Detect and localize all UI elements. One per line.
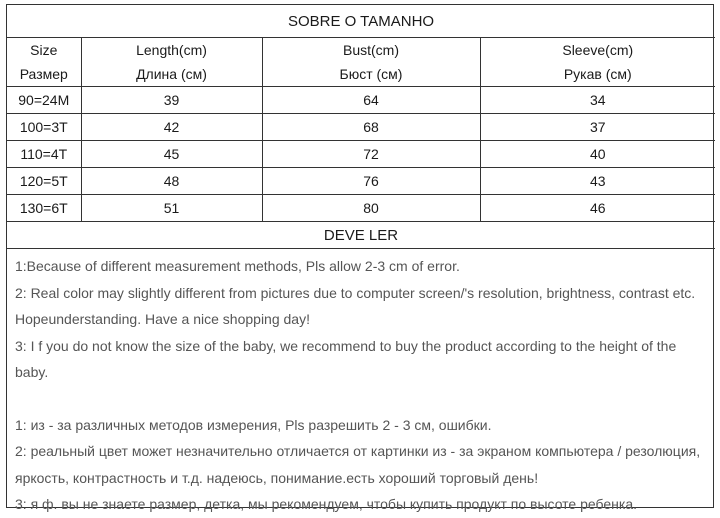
table-row bbox=[7, 114, 715, 141]
size-chart bbox=[6, 4, 714, 512]
size-cell: 100=3T bbox=[7, 114, 81, 141]
notes-section bbox=[7, 249, 713, 518]
header-sleeve-ru: Рукав (см) bbox=[480, 62, 715, 87]
chart-title: SOBRE O TAMANHO bbox=[7, 5, 715, 38]
sleeve-cell: 34 bbox=[480, 87, 715, 114]
header-row-english bbox=[7, 38, 715, 63]
note-en-1: 1:Because of different measurement methods, Pls allow 2-3 cm of error. bbox=[15, 258, 460, 274]
sleeve-cell: 40 bbox=[480, 141, 715, 168]
bust-cell: 64 bbox=[262, 87, 480, 114]
header-length: Length(cm) bbox=[81, 38, 262, 63]
length-cell: 42 bbox=[81, 114, 262, 141]
length-cell: 51 bbox=[81, 195, 262, 222]
size-table bbox=[7, 5, 715, 249]
table-row bbox=[7, 168, 715, 195]
table-row bbox=[7, 195, 715, 222]
bust-cell: 76 bbox=[262, 168, 480, 195]
bust-cell: 68 bbox=[262, 114, 480, 141]
table-row bbox=[7, 141, 715, 168]
size-cell: 120=5T bbox=[7, 168, 81, 195]
size-cell: 90=24M bbox=[7, 87, 81, 114]
notice-title: DEVE LER bbox=[7, 222, 715, 249]
header-bust: Bust(cm) bbox=[262, 38, 480, 63]
header-size-ru: Размер bbox=[7, 62, 81, 87]
header-sleeve: Sleeve(cm) bbox=[480, 38, 715, 63]
header-row-russian bbox=[7, 62, 715, 87]
length-cell: 48 bbox=[81, 168, 262, 195]
note-ru-1: 1: из - за различных методов измерения, Pls разрешить 2 - 3 см, ошибки. bbox=[15, 416, 492, 433]
header-size: Size bbox=[7, 38, 81, 63]
length-cell: 39 bbox=[81, 87, 262, 114]
bust-cell: 80 bbox=[262, 195, 480, 222]
length-cell: 45 bbox=[81, 141, 262, 168]
note-en-3: 3: I f you do not know the size of the baby, we recommend to buy the product according to the height of the baby. bbox=[15, 337, 677, 380]
sleeve-cell: 37 bbox=[480, 114, 715, 141]
note-ru-2: 2: реальный цвет может незначительно отличается от картинки из - за экраном компьютера / резолюция, яркость, контрастность и т.д. надеюсь, понимание.есть хороший торговый день! bbox=[15, 443, 701, 486]
note-en-2: 2: Real color may slightly different from pictures due to computer screen/'s resolution, brightness, contrast etc. Hopeunderstanding. Have a nice shopping day! bbox=[15, 284, 696, 327]
sleeve-cell: 43 bbox=[480, 168, 715, 195]
bust-cell: 72 bbox=[262, 141, 480, 168]
header-bust-ru: Бюст (см) bbox=[262, 62, 480, 87]
table-row bbox=[7, 87, 715, 114]
size-cell: 110=4T bbox=[7, 141, 81, 168]
sleeve-cell: 46 bbox=[480, 195, 715, 222]
header-length-ru: Длина (см) bbox=[81, 62, 262, 87]
size-cell: 130=6T bbox=[7, 195, 81, 222]
notes-spacer bbox=[15, 386, 707, 412]
note-ru-3: 3: я ф. вы не знаете размер, детка, мы рекомендуем, чтобы купить продукт по высоте ребенка. bbox=[15, 496, 638, 512]
